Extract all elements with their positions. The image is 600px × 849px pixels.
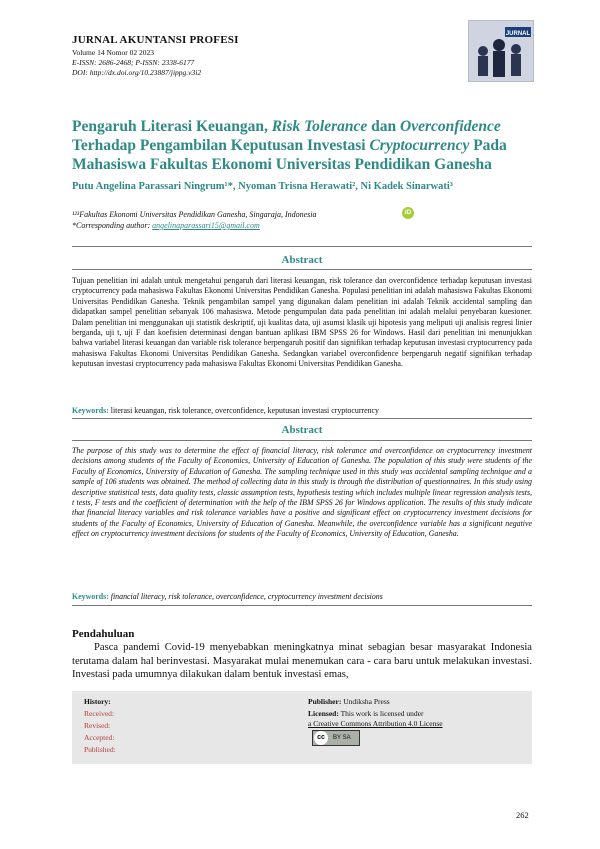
journal-name: JURNAL AKUNTANSI PROFESI	[72, 34, 239, 46]
page-number: 262	[516, 810, 529, 820]
abstract-heading-id: Abstract	[281, 254, 323, 266]
introduction-text: Pasca pandemi Covid-19 menyebabkan meningkatnya minat sebagian besar masyarakat Indonesia terutama dalam hal berinvestasi. Masyarakat mulai menemukan cara - cara baru untuk melakukan investasi. Investasi pada umumnya dilakukan dalam bentuk investasi emas,	[72, 642, 532, 680]
divider	[72, 418, 532, 419]
keywords-en: Keywords: financial literacy, risk tolerance, overconfidence, cryptocurrency investment decisions	[72, 592, 383, 601]
corresponding-email[interactable]: angelinaparassari15@gmail.com	[152, 221, 260, 230]
published-label: Published:	[84, 745, 116, 754]
license-link[interactable]: a Creative Commons Attribution 4.0 License	[308, 719, 443, 728]
section-heading-introduction: Pendahuluan	[72, 628, 135, 640]
corresponding-author: *Corresponding author: angelinaparassari15@gmail.com	[72, 221, 260, 230]
article-history-box	[72, 691, 532, 764]
paper-title: Pengaruh Literasi Keuangan, Risk Tolerance dan Overconfidence Terhadap Pengambilan Keputusan Investasi Cryptocurrency Pada Mahasiswa Fakultas Ekonomi Universitas Pendidikan Ganesha	[72, 118, 507, 173]
accepted-label: Accepted:	[84, 733, 115, 742]
history-label: History:	[84, 697, 111, 706]
affiliation: ¹²³Fakultas Ekonomi Universitas Pendidikan Ganesha, Singaraja, Indonesia	[72, 210, 317, 219]
journal-doi[interactable]: DOI: http://dx.doi.org/10.23887/jippg.v3i2	[72, 68, 202, 77]
journal-volume: Volume 14 Nomor 02 2023	[72, 48, 154, 57]
affiliation-block	[72, 209, 317, 231]
abstract-text-en: The purpose of this study was to determine the effect of financial literacy, risk tolerance and overconfidence on cryptocurrency investment decisions among students of the Faculty of Economics, University of Education of Ganesha. The population of this study were students of the Faculty of Economics, University of Education of Ganesha. The sampling technique used in this study was accidental sampling technique and a sample of 106 students was obtained. The method of collecting data in this study is through the distribution of questionnaires. In this study using descriptive statistical tests, data quality tests, classic assumption tests, hypothesis testing which includes multiple linear regression analysis tests, t tests, F tests and the coefficient of determination with the help of the IBM SPSS 26 for Windows application. The results of this study indicate that financial literacy variables and risk tolerance variables have a positive and significant effect on cryptocurrency investment decisions for students of the Faculty of Economics, University of Education of Ganesha. Meanwhile, the overconfidence variable has a significant negative effect on cryptocurrency investment decisions for students of the Faculty of Economics, University of Education, Ganesha.	[72, 446, 532, 539]
abstract-text-id: Tujuan penelitian ini adalah untuk mengetahui pengaruh dari literasi keuangan, risk tolerance dan overconfidence terhadap keputusan investasi cryptocurrency pada mahasiswa Fakultas Ekonomi Universitas Pendidikan Ganesha. Populasi penelitian ini adalah mahasiswa Fakultas Ekonomi Universitas Pendidikan Ganesha. Teknik pengambilan sampel yang digunakan dalam penelitian ini adalah Teknik accidental sampling dan didapatkan sampel penelitian sebanyak 106 mahasiswa. Metode pengumpulan data pada penelitian ini adalah melalui penyebaran kuesioner. Dalam penelitian ini menggunakan uji statistik deskriptif, uji kualitas data, uji asumsi klasik uji hipotesis yang meliputi uji analisis regresi linier berganda, uji t, uji F dan koefisien determinasi dengan bantuan aplikasi IBM SPSS 26 for Windows. Hasil dari penelitian ini menunjukkan bahwa variabel literasi keuangan dan variable risk tolerance berpengaruh positif dan signifikan terhadap keputusan investasi cryptocurrency pada mahasiswa Fakultas Ekonomi Universitas Pendidikan Ganesha. Sedangkan variabel overconfidence berpengaruh negatif signifikan terhadap keputusan investasi cryptocurrency pada mahasiswa Fakultas Ekonomi Universitas Pendidikan Ganesha.	[72, 276, 532, 369]
logo-text: JURNAL	[505, 31, 531, 37]
cc-license-badge[interactable]: cc BY SA	[312, 730, 360, 746]
cc-icon: cc	[314, 731, 328, 745]
divider	[72, 605, 532, 606]
journal-logo	[468, 20, 534, 82]
divider	[72, 440, 532, 441]
license: Licensed: This work is licensed under	[308, 709, 424, 718]
publisher: Publisher: Undiksha Press	[308, 697, 390, 706]
authors: Putu Angelina Parassari Ningrum¹*, Nyoman Trisna Herawati², Ni Kadek Sinarwati³	[72, 181, 453, 192]
abstract-heading-en: Abstract	[281, 424, 323, 436]
orcid-icon[interactable]: iD	[402, 207, 414, 219]
journal-issn: E-ISSN: 2686-2468; P-ISSN: 2338-6177	[72, 58, 195, 67]
divider	[72, 269, 532, 270]
revised-label: Revised:	[84, 721, 111, 730]
received-label: Received:	[84, 709, 114, 718]
keywords-id: Keywords: literasi keuangan, risk tolerance, overconfidence, keputusan investasi cryptocurrency	[72, 406, 379, 415]
divider	[72, 246, 532, 247]
